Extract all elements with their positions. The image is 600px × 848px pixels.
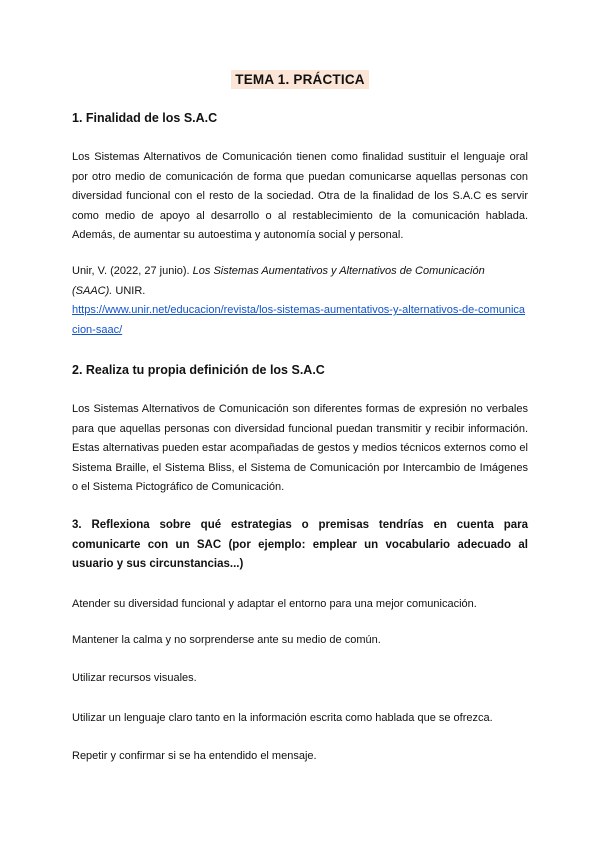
citation-publisher: UNIR. (112, 284, 146, 297)
answer-item: Repetir y confirmar si se ha entendido el mensaje. (72, 750, 317, 762)
answer-item: Utilizar recursos visuales. (72, 672, 197, 684)
citation-link[interactable]: https://www.unir.net/educacion/revista/los-sistemas-aumentativos-y-alternativos-de-comunicacion-saac/ (72, 304, 526, 336)
section-2-paragraph: Los Sistemas Alternativos de Comunicación son diferentes formas de expresión no verbales para que aquellas personas con diversidad funcional puedan transmitir y recibir información. Estas alternativas pueden estar acompañadas de gestos y medios técnicos externos como el Sistema Braille, el Sistema Bliss, el Sistema de Comunicación por Intercambio de Imágenes o el Sistema Pictográfico de Comunicación. (72, 403, 528, 493)
answer-item: Atender su diversidad funcional y adaptar el entorno para una mejor comunicación. (72, 598, 477, 610)
page-title: TEMA 1. PRÁCTICA (231, 70, 368, 89)
citation-title: Los Sistemas Aumentativos y Alternativos de Comunicación (SAAC). (72, 265, 485, 297)
answer-item: Mantener la calma y no sorprenderse ante su medio de común. (72, 634, 381, 646)
section-3-question: 3. Reflexiona sobre qué estrategias o premisas tendrías en cuenta para comunicarte con un SAC (por ejemplo: emplear un vocabulario adecuado al usuario y sus circunstancias...) (72, 519, 528, 570)
citation (72, 262, 528, 340)
citation-authors: Unir, V. (2022, 27 junio). (72, 265, 193, 277)
section-2-heading: 2. Realiza tu propia definición de los S.A.C (72, 363, 325, 377)
section-1-paragraph: Los Sistemas Alternativos de Comunicación tienen como finalidad sustituir el lenguaje oral por otro medio de comunicación de forma que puedan comunicarse aquellas personas con diversidad funcional con el resto de la sociedad. Otra de la finalidad de los S.A.C es servir como medio de apoyo al desarrollo o al restablecimiento de la comunicación hablada. Además, de aumentar su autoestima y autonomía social y personal. (72, 151, 528, 241)
title-container (0, 70, 600, 89)
answer-item: Utilizar un lenguaje claro tanto en la información escrita como hablada que se ofrezca. (72, 712, 493, 724)
section-1-heading: 1. Finalidad de los S.A.C (72, 111, 218, 125)
